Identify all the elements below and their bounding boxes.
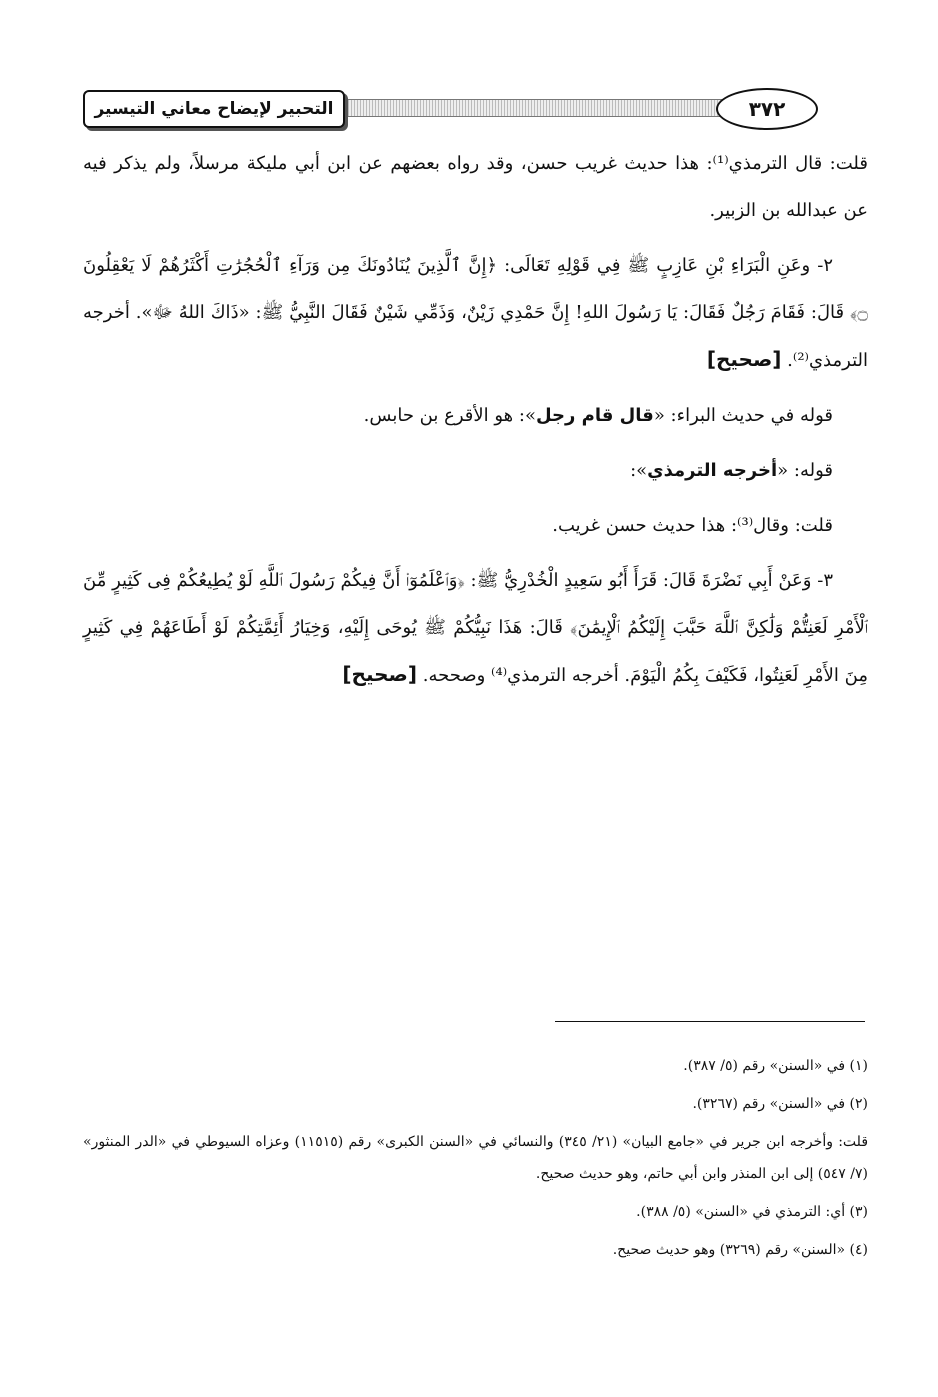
- commentary-takhrij-suffix: »:: [630, 460, 648, 481]
- hadith-3: [83, 557, 868, 699]
- footnote-2-continued: قلت: وأخرجه ابن جرير في «جامع البيان» (٢١/ ٣٤٥) والنسائي في «السنن الكبرى» رقم (١١٥١٥) وعزاه السيوطي في «الدر المنثور» (٧/ ٥٤٧) إلى ابن المنذر وابن أبي حاتم، وهو حديث صحيح.: [83, 1134, 869, 1182]
- commentary-takhrij-prefix: قوله: «: [777, 460, 833, 481]
- commentary-grading: قلت: وقال⁽³⁾: هذا حديث حسن غريب.: [552, 515, 833, 536]
- paragraph-tirmidhi-comment: قلت: قال الترمذي⁽¹⁾: هذا حديث غريب حسن، وقد رواه بعضهم عن ابن أبي مليكة مرسلاً، ولم يذكر فيه عن عبدالله بن الزبير.: [83, 153, 868, 221]
- hadith-3-text: ٣- وَعَنْ أَبِي نَضْرَةَ قَالَ: قَرَأَ أَبُو سَعِيدٍ الْخُدْرِيُّ ﷺ: ﴿وَٱعْلَمُوٓا۟ أَنَّ فِيكُمْ رَسُولَ ٱللَّهِ لَوْ يُطِيعُكُمْ فِى كَثِيرٍ مِّنَ ٱلْأَمْرِ لَعَنِتُّمْ وَلَٰكِنَّ ٱللَّهَ حَبَّبَ إِلَيْكُمُ ٱلْإِيمَٰنَ﴾ قَالَ: هَذَا نَبِيُّكُمْ ﷺ يُوحَى إِلَيْهِ، وَخِيَارُ أَئِمَّتِكُمْ لَوْ أَطَاعَهُمْ فِي كَثِيرٍ مِنَ الأَمْرِ لَعَنِتُوا، فَكَيْفَ بِكُمُ الْيَوْمَ. أخرجه الترمذي⁽⁴⁾ وصححه.: [83, 570, 868, 686]
- header-decorative-rule: [333, 99, 738, 117]
- hadith-2-verdict: [صحيح]: [706, 347, 782, 371]
- commentary-bara-quote: قال قام رجل: [535, 405, 654, 426]
- footnote-3: (٣) أي: الترمذي في «السنن» (٥/ ٣٨٨).: [636, 1204, 868, 1220]
- main-text: [83, 140, 868, 699]
- hadith-2-text: ٢- وعَنِ الْبَرَاءِ بْنِ عَازِبٍ ﷺ فِي قَوْلِهِ تَعَالَى: ﴿إِنَّ ٱلَّذِينَ يُنَادُونَكَ مِن وَرَآءِ ٱلْحُجُرَٰتِ أَكْثَرُهُمْ لَا يَعْقِلُونَ ۝﴾ قَالَ: فَقَامَ رَجُلٌ فَقَالَ: يَا رَسُولَ اللهِ! إِنَّ حَمْدِي زَيْنٌ، وَذَمِّي شَيْنٌ فَقَالَ النَّبِيُّ ﷺ: «ذَاكَ اللهُ ﷻ». أخرجه الترمذي⁽²⁾.: [83, 255, 868, 371]
- commentary-bara-suffix: »: هو الأقرع بن حابس.: [363, 405, 536, 426]
- footnotes: [83, 1050, 868, 1272]
- footnote-2: (٢) في «السنن» رقم (٣٢٦٧).: [692, 1096, 868, 1112]
- book-title: التحبير لإيضاح معاني التيسير: [83, 90, 345, 128]
- footnote-4: (٤) «السنن» رقم (٣٢٦٩) وهو حديث صحيح.: [612, 1242, 868, 1258]
- footnote-separator: [555, 1021, 865, 1022]
- hadith-3-verdict: [صحيح]: [342, 662, 418, 686]
- commentary-takhrij: [83, 447, 868, 494]
- commentary-takhrij-quote: أخرجه الترمذي: [647, 460, 778, 481]
- commentary-bara: [83, 392, 868, 439]
- hadith-2: [83, 242, 868, 384]
- commentary-bara-prefix: قوله في حديث البراء: «: [653, 405, 833, 426]
- page-header: [83, 88, 848, 130]
- footnote-1: (١) في «السنن» رقم (٥/ ٣٨٧).: [683, 1058, 868, 1074]
- page-number: ٣٧٢: [716, 88, 818, 130]
